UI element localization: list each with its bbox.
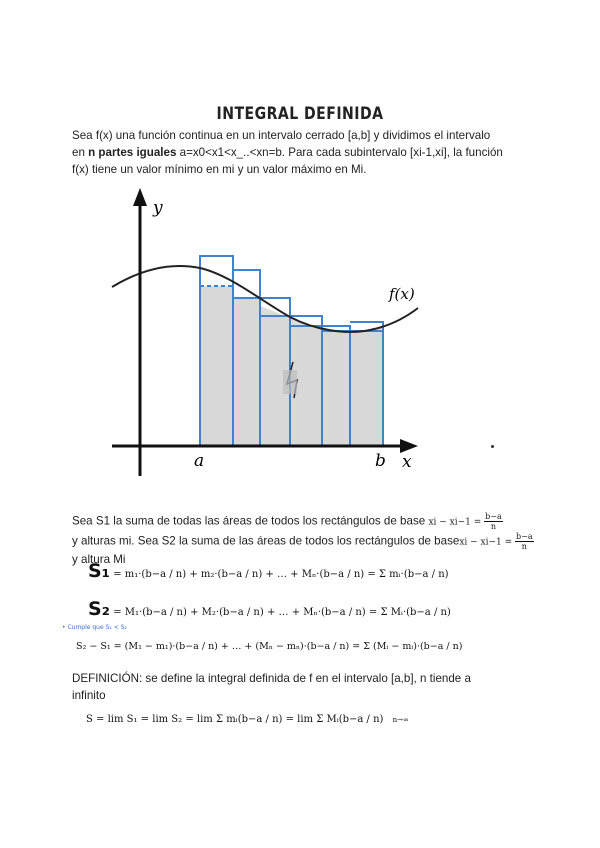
base-expression: xi − xi−1 = xyxy=(428,517,485,528)
a-label: a xyxy=(194,451,205,471)
fraction-numerator-2: b−a xyxy=(516,531,533,541)
sums-line-2-text: y alturas mi. Sea S2 la suma de las áreas de todos los rectángulos de base xyxy=(72,534,460,548)
stray-dot xyxy=(491,445,494,448)
fraction-numerator: b−a xyxy=(485,512,502,521)
s2-symbol: S₂ xyxy=(88,598,111,620)
definition-formula: S = lim S₁ = lim S₂ = lim Σ mᵢ(b−a / n) = lim Σ Mᵢ(b−a / n) xyxy=(86,714,384,725)
intro-line-3: f(x) tiene un valor mínimo en mi y un valor máximo en Mi. xyxy=(72,163,367,176)
limit-subscript: n→∞ xyxy=(392,716,409,724)
intro-bold-text: n partes iguales xyxy=(88,146,177,159)
s1-symbol: S₁ xyxy=(88,560,111,582)
intro-line-2-post: a=x0<x1<x_..<xn=b. Para cada subintervalo [xi-1,xi], la función xyxy=(176,146,503,159)
inequality-note: • Cumple que S₁ < S₂ xyxy=(62,624,127,631)
formula-s2 xyxy=(88,598,451,620)
base-expression-2: xi − xi−1 = xyxy=(459,537,516,548)
fraction-denominator-2: n xyxy=(521,541,527,551)
definition-line-2: infinito xyxy=(72,689,106,702)
page-title: INTEGRAL DEFINIDA xyxy=(216,104,384,124)
base-fraction-2 xyxy=(515,532,534,551)
x-axis-label: x xyxy=(402,452,412,472)
base-fraction xyxy=(484,512,503,531)
intro-line-1: Sea f(x) una función continua en un intervalo cerrado [a,b] y dividimos el intervalo xyxy=(72,129,491,142)
f-label: f(x) xyxy=(389,285,415,303)
s2-body: = M₁·(b−a / n) + M₂·(b−a / n) + … + Mₙ·(b−a / n) = Σ Mᵢ·(b−a / n) xyxy=(113,607,451,618)
b-label: b xyxy=(375,451,386,471)
formula-difference: S₂ − S₁ = (M₁ − m₁)·(b−a / n) + … + (Mₙ − mₙ)·(b−a / n) = Σ (Mᵢ − mᵢ)·(b−a / n) xyxy=(76,641,463,652)
s1-body: = m₁·(b−a / n) + m₂·(b−a / n) + … + Mₙ·(b−a / n) = Σ mᵢ·(b−a / n) xyxy=(113,569,449,580)
eraser-smudge xyxy=(283,370,297,394)
sums-line-1-text: Sea S1 la suma de todas las áreas de todos los rectángulos de base xyxy=(72,514,426,528)
definition-line-1: DEFINICIÓN: se define la integral definida de f en el intervalo [a,b], n tiende a xyxy=(72,672,471,685)
sums-line-1 xyxy=(72,512,552,532)
definition-paragraph xyxy=(72,670,532,704)
sums-line-2 xyxy=(72,532,552,552)
fraction-denominator: n xyxy=(490,522,497,531)
formula-definition xyxy=(86,714,409,725)
intro-line-2-pre: en xyxy=(72,146,89,159)
formula-s1 xyxy=(88,560,449,582)
y-axis-label: y xyxy=(153,198,163,218)
sums-line-3: y altura Mi xyxy=(72,553,126,567)
